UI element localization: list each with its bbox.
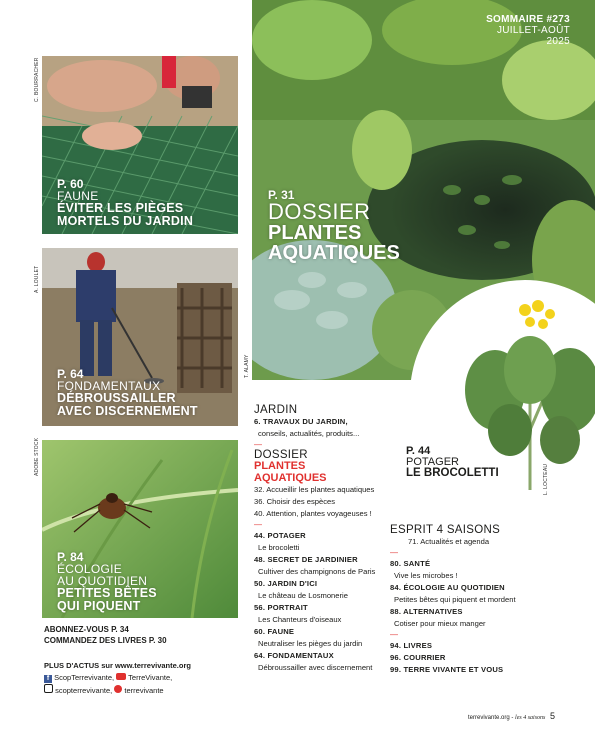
toc-item-88[interactable]: 88. ALTERNATIVES xyxy=(390,607,463,616)
fondamentaux-title-2: AVEC DISCERNEMENT xyxy=(57,403,198,418)
divider: — xyxy=(390,630,398,639)
section-jardin: JARDIN xyxy=(254,404,298,416)
facebook-icon[interactable]: f xyxy=(44,675,52,683)
subscribe-line[interactable]: ABONNEZ-VOUS P. 34 xyxy=(44,625,129,634)
faune-credit: C. BOURRACHER xyxy=(34,57,40,102)
toc-left xyxy=(254,404,404,674)
toc-item-84[interactable]: 84. ÉCOLOGIE AU QUOTIDIEN xyxy=(390,583,505,592)
fondamentaux-caption[interactable] xyxy=(57,368,198,417)
toc-item-56-sub: Les Chanteurs d'oiseaux xyxy=(258,615,342,624)
youtube-icon[interactable] xyxy=(116,673,126,680)
social-title[interactable]: PLUS D'ACTUS sur www.terrevivante.org xyxy=(44,661,191,670)
faune-category: FAUNE xyxy=(57,189,99,203)
faune-title-1: ÉVITER LES PIÈGES xyxy=(57,201,184,215)
ecologie-caption[interactable] xyxy=(57,551,157,612)
toc-item-71[interactable]: 71. Actualités et agenda xyxy=(408,537,490,546)
toc-item-56[interactable]: 56. PORTRAIT xyxy=(254,603,308,612)
dossier-toc-title-1: PLANTES xyxy=(254,460,306,472)
order-books-line[interactable]: COMMANDEZ DES LIVRES P. 30 xyxy=(44,636,167,645)
footer-magazine: les 4 saisons xyxy=(515,715,546,721)
instagram-icon[interactable] xyxy=(44,684,53,693)
toc-item-60[interactable]: 60. FAUNE xyxy=(254,627,295,636)
toc-right xyxy=(390,524,590,676)
dossier-page: P. 31 xyxy=(268,188,295,202)
facebook-handle[interactable]: ScopTerrevivante, xyxy=(54,673,115,682)
potager-credit: L. LOCTEAU xyxy=(543,463,549,495)
potager-category: POTAGER xyxy=(406,456,459,468)
toc-item-44[interactable]: 44. POTAGER xyxy=(254,531,306,540)
fondamentaux-credit: A. LOULET xyxy=(34,265,40,293)
ecologie-title-2: QUI PIQUENT xyxy=(57,598,141,613)
toc-item-88-sub: Cotiser pour mieux manger xyxy=(394,619,486,628)
dossier-credit: T. ALAMY xyxy=(244,354,250,378)
section-esprit: ESPRIT 4 SAISONS xyxy=(390,524,501,536)
divider: — xyxy=(254,520,262,529)
dossier-title-1: PLANTES xyxy=(268,222,362,244)
divider: — xyxy=(390,548,398,557)
pinterest-icon[interactable] xyxy=(114,685,122,693)
subscribe-block[interactable] xyxy=(44,624,167,646)
toc-item-6[interactable]: 6. TRAVAUX DU JARDIN, xyxy=(254,417,348,426)
toc-item-84-sub: Petites bêtes qui piquent et mordent xyxy=(394,595,516,604)
toc-item-50-sub: Le château de Losmonerie xyxy=(258,591,348,600)
toc-item-48-sub: Cultiver des champignons de Paris xyxy=(258,567,376,576)
toc-item-94[interactable]: 94. LIVRES xyxy=(390,641,433,650)
social-block xyxy=(44,660,191,697)
toc-item-64-sub: Débroussailler avec discernement xyxy=(258,663,373,672)
divider: — xyxy=(254,440,262,449)
toc-item-96[interactable]: 96. COURRIER xyxy=(390,653,446,662)
toc-item-99[interactable]: 99. TERRE VIVANTE ET VOUS xyxy=(390,665,504,674)
toc-item-50[interactable]: 50. JARDIN D'ICI xyxy=(254,579,318,588)
potager-title: LE BROCOLETTI xyxy=(406,467,499,479)
pinterest-handle[interactable]: terrevivante xyxy=(124,686,164,695)
sommaire-header xyxy=(478,14,570,47)
ecologie-title-1: PETITES BÊTES xyxy=(57,586,157,600)
sommaire-label: SOMMAIRE #273 xyxy=(486,14,570,25)
toc-item-40[interactable]: 40. Attention, plantes voyageuses ! xyxy=(254,509,372,518)
ecologie-credit: ADOBE STOCK xyxy=(34,437,40,476)
toc-item-36[interactable]: 36. Choisir des espèces xyxy=(254,497,336,506)
fondamentaux-page: P. 64 xyxy=(57,367,84,381)
toc-item-44-sub: Le brocoletti xyxy=(258,543,300,552)
toc-item-80-sub: Vive les microbes ! xyxy=(394,571,458,580)
page-number: 5 xyxy=(550,711,556,721)
fondamentaux-category: FONDAMENTAUX xyxy=(57,379,161,393)
toc-item-64[interactable]: 64. FONDAMENTAUX xyxy=(254,651,334,660)
dossier-toc-title-2: AQUATIQUES xyxy=(254,472,327,484)
faune-page: P. 60 xyxy=(57,177,84,191)
youtube-handle[interactable]: TerreVivante, xyxy=(128,673,173,682)
issue-date: JUILLET-AOÛT 2025 xyxy=(496,25,570,47)
dossier-category: DOSSIER xyxy=(268,199,371,224)
instagram-handle[interactable]: scopterrevivante, xyxy=(55,686,113,695)
ecologie-page: P. 84 xyxy=(57,550,84,564)
faune-title-2: MORTELS DU JARDIN xyxy=(57,213,194,228)
potager-page: P. 44 xyxy=(406,445,431,457)
toc-item-48[interactable]: 48. SECRET DE JARDINIER xyxy=(254,555,358,564)
ecologie-category-2: AU QUOTIDIEN xyxy=(57,574,148,588)
dossier-title-2: AQUATIQUES xyxy=(268,242,400,264)
dossier-caption[interactable] xyxy=(268,189,400,263)
footer-site[interactable]: terrevivante.org xyxy=(468,715,510,721)
toc-item-80[interactable]: 80. SANTÉ xyxy=(390,559,431,568)
ecologie-category-1: ÉCOLOGIE xyxy=(57,562,123,576)
potager-caption[interactable] xyxy=(406,446,499,480)
toc-item-6-sub: conseils, actualités, produits... xyxy=(258,429,360,438)
toc-item-32[interactable]: 32. Accueillir les plantes aquatiques xyxy=(254,485,375,494)
fondamentaux-title-1: DÉBROUSSAILLER xyxy=(57,391,176,405)
footer: terrevivante.org - les 4 saisons 5 xyxy=(468,711,556,721)
section-dossier: DOSSIER xyxy=(254,449,308,461)
faune-caption[interactable] xyxy=(57,178,193,227)
toc-item-60-sub: Neutraliser les pièges du jardin xyxy=(258,639,363,648)
